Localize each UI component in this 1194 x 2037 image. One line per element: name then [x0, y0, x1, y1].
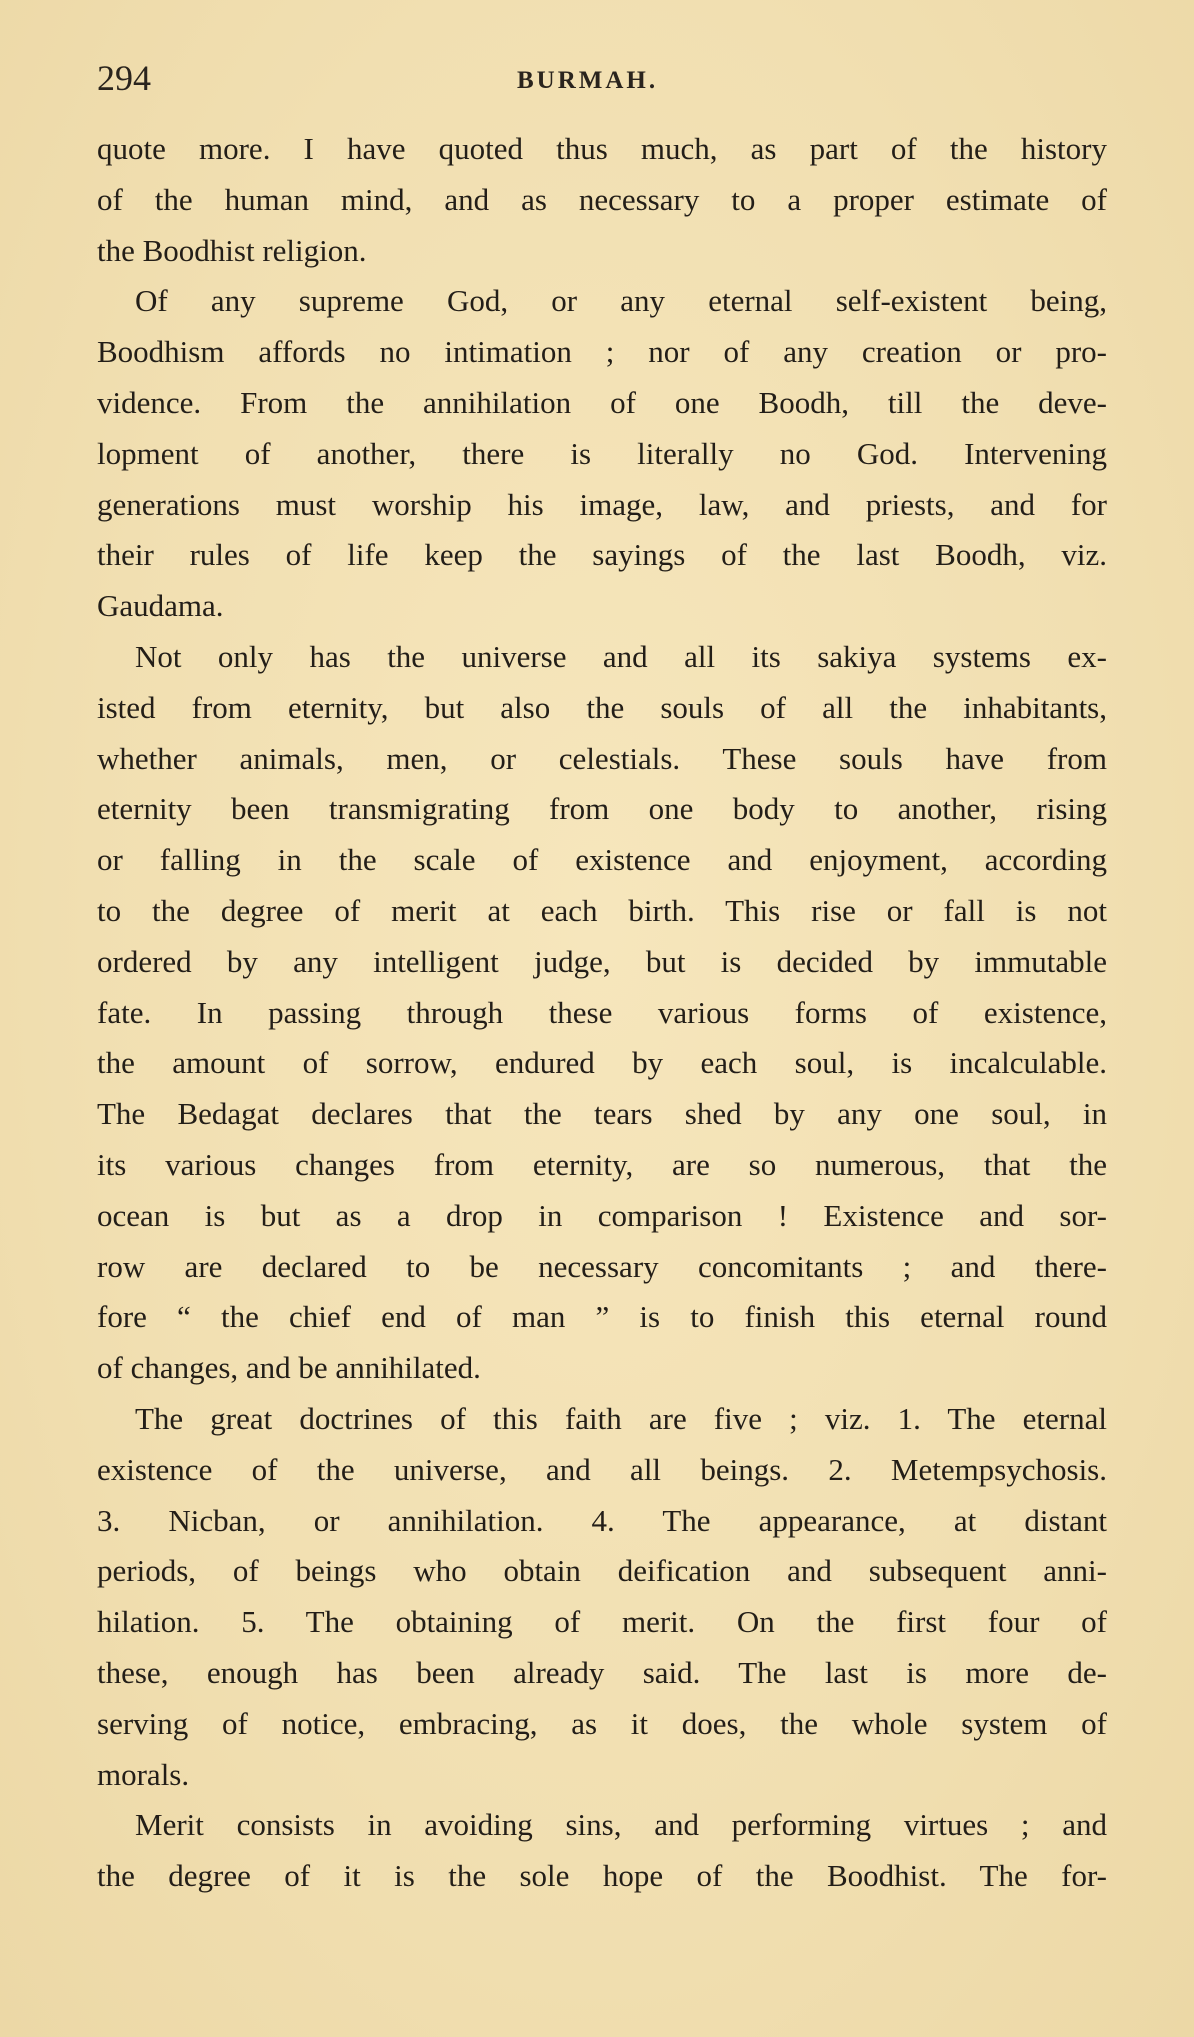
page-header: [97, 58, 1107, 108]
text-line: Boodhism affords no intimation ; nor of any creation or pro-: [97, 334, 1107, 370]
body-text: [97, 124, 1107, 1902]
text-line: the Boodhist religion.: [97, 232, 367, 268]
text-line: ordered by any intelligent judge, but is decided by immutable: [97, 943, 1107, 979]
text-line: ocean is but as a drop in comparison ! Existence and sor-: [97, 1197, 1107, 1233]
text-line: of the human mind, and as necessary to a proper estimate of: [97, 181, 1107, 217]
text-line: the amount of sorrow, endured by each soul, is incalculable.: [97, 1045, 1107, 1081]
text-line: existence of the universe, and all beings. 2. Metempsychosis.: [97, 1451, 1107, 1487]
text-line: of changes, and be annihilated.: [97, 1350, 481, 1386]
text-line: periods, of beings who obtain deification and subsequent anni-: [97, 1553, 1107, 1589]
text-line: Gaudama.: [97, 588, 224, 624]
text-line: morals.: [97, 1756, 190, 1792]
page-number: 294: [97, 58, 151, 98]
text-line: lopment of another, there is literally no God. Intervening: [97, 435, 1107, 471]
text-line: its various changes from eternity, are so numerous, that the: [97, 1146, 1107, 1182]
text-line: The Bedagat declares that the tears shed by any one soul, in: [97, 1096, 1107, 1132]
text-line: Not only has the universe and all its sakiya systems ex-: [135, 638, 1107, 674]
text-line: 3. Nicban, or annihilation. 4. The appearance, at distant: [97, 1502, 1107, 1538]
text-line: the degree of it is the sole hope of the Boodhist. The for-: [97, 1858, 1107, 1894]
text-line: hilation. 5. The obtaining of merit. On the first four of: [97, 1604, 1107, 1640]
text-line: or falling in the scale of existence and enjoyment, according: [97, 842, 1107, 878]
text-line: quote more. I have quoted thus much, as part of the history: [97, 131, 1107, 166]
text-line: whether animals, men, or celestials. These souls have from: [97, 740, 1107, 776]
text-line: fore “ the chief end of man ” is to finish this eternal round: [97, 1299, 1107, 1335]
running-title: BURMAH.: [517, 67, 659, 94]
text-line: Of any supreme God, or any eternal self-existent being,: [135, 283, 1107, 319]
text-line: their rules of life keep the sayings of the last Boodh, viz.: [97, 537, 1107, 573]
text-line: fate. In passing through these various forms of existence,: [97, 994, 1107, 1030]
text-line: vidence. From the annihilation of one Boodh, till the deve-: [97, 384, 1107, 420]
text-line: serving of notice, embracing, as it does, the whole system of: [97, 1705, 1107, 1741]
text-line: Merit consists in avoiding sins, and performing virtues ; and: [135, 1807, 1107, 1843]
text-line: to the degree of merit at each birth. This rise or fall is not: [97, 892, 1107, 928]
text-line: The great doctrines of this faith are five ; viz. 1. The eternal: [135, 1400, 1107, 1436]
text-line: row are declared to be necessary concomitants ; and there-: [97, 1248, 1107, 1284]
text-line: these, enough has been already said. The last is more de-: [97, 1654, 1107, 1690]
text-line: isted from eternity, but also the souls of all the inhabitants,: [97, 689, 1107, 725]
text-line: generations must worship his image, law, and priests, and for: [97, 486, 1107, 522]
text-line: eternity been transmigrating from one body to another, rising: [97, 791, 1107, 827]
